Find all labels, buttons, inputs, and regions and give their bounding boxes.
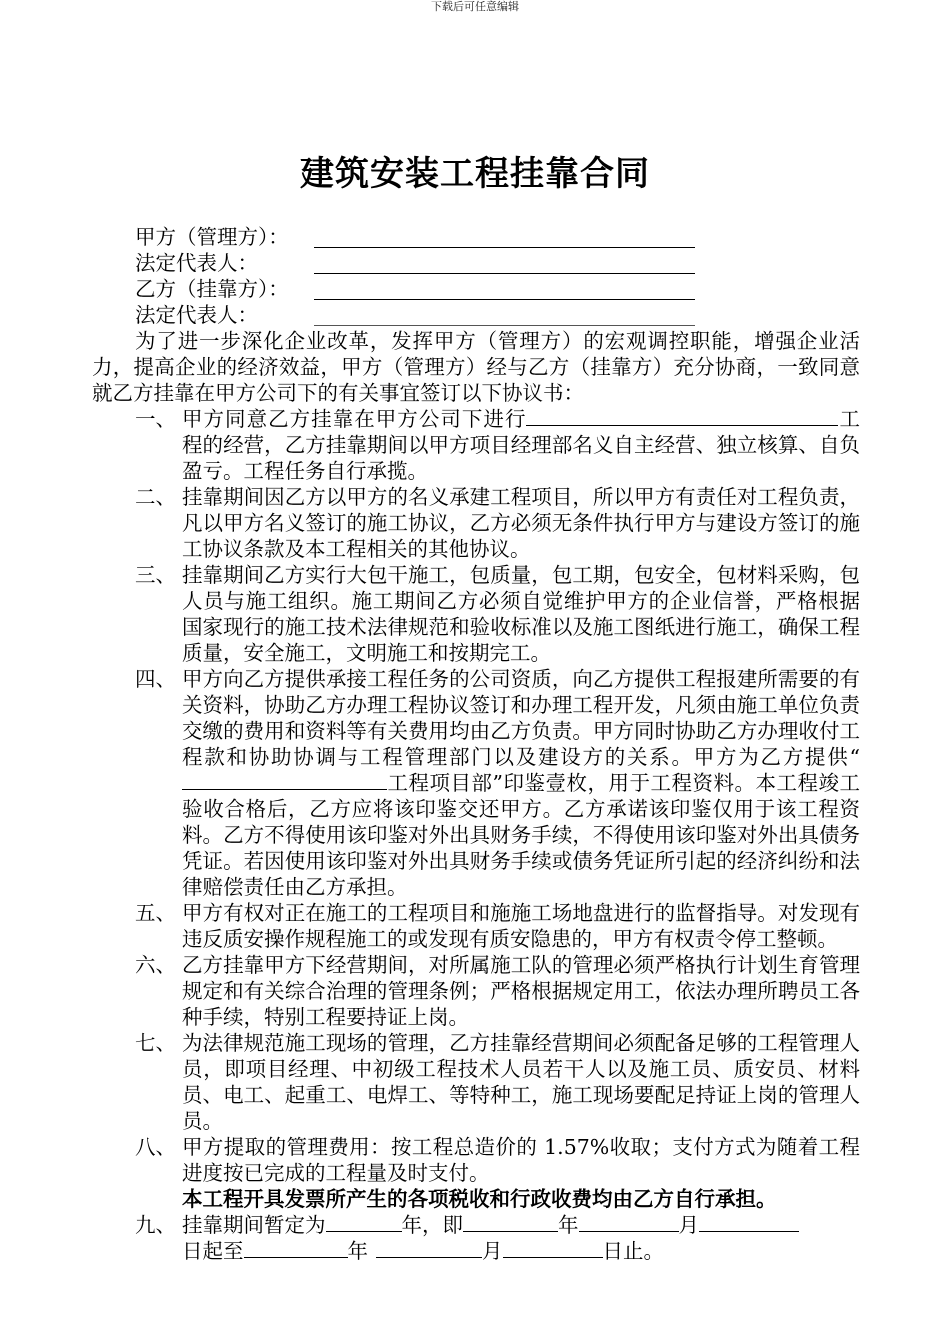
party-a-rep-label: 法定代表人：: [135, 251, 258, 275]
party-a-rep-row: [92, 250, 860, 276]
party-b-label: 乙方（挂靠方）：: [135, 277, 289, 301]
clause-number: 六、: [135, 953, 176, 977]
clause-text: 挂靠期间因乙方以甲方的名义承建工程项目，所以甲方有责任对工程负责，凡以甲方名义签订的施工协议，乙方必须无条件执行甲方与建设方签订的施工协议条款及本工程相关的其他协议。: [182, 485, 860, 561]
tax-statement: 本工程开具发票所产生的各项税收和行政收费均由乙方自行承担。: [182, 1187, 777, 1211]
clause-text: 工程的经营，乙方挂靠期间以甲方项目经理部名义自主经营、独立核算、自负盈亏。工程任务自行承揽。: [182, 407, 861, 483]
end-year-blank: [244, 1239, 348, 1258]
end-month-blank: [376, 1239, 482, 1258]
clause-text: 年: [347, 1239, 368, 1263]
party-a-row: [92, 224, 860, 250]
clause-5: [92, 900, 860, 952]
clause-3: [92, 562, 860, 666]
clause-text: 甲方有权对正在施工的工程项目和施施工场地盘进行的监督指导。对发现有违反质安操作规程施工的或发现有质安隐患的，甲方有权责令停工整顿。: [182, 901, 860, 951]
clause-number: 三、: [135, 563, 176, 587]
end-day-blank: [503, 1239, 603, 1258]
party-b-rep-blank: [314, 325, 695, 326]
clause-text: 挂靠期间暂定为: [182, 1213, 326, 1237]
clause-number: 五、: [135, 901, 176, 925]
clause-text: 日止。: [602, 1239, 664, 1263]
clause-7: [92, 1030, 860, 1134]
clause-text: 月: [678, 1213, 699, 1237]
clause-text: 月: [482, 1239, 503, 1263]
clause-text: 为法律规范施工现场的管理，乙方挂靠经营期间必须配备足够的工程管理人员，即项目经理、中初级工程技术人员若干人以及施工员、质安员、材料员、电工、起重工、电焊工、等特种工，施工现场要配足持证上岗的管理人员。: [182, 1031, 860, 1133]
party-a-blank: [314, 247, 695, 248]
party-b-rep-label: 法定代表人：: [135, 303, 258, 327]
start-day-blank: [699, 1213, 799, 1232]
years-blank: [326, 1213, 402, 1232]
clause-8: [92, 1134, 860, 1186]
clause-number: 二、: [135, 485, 176, 509]
clause-text: 工程项目部”印鉴壹枚，用于工程资料。本工程竣工验收合格后，乙方应将该印鉴交还甲方。乙方承诺该印鉴仅用于该工程资料。乙方不得使用该印鉴对外出具财务手续，不得使用该印鉴对外出具债务凭证。若因使用该印鉴对外出具财务手续或债务凭证所引起的经济纠纷和法律赔偿责任由乙方承担。: [182, 771, 860, 899]
party-a-rep-blank: [314, 273, 695, 274]
page-header-note: 下载后可任意编辑: [431, 0, 519, 13]
clause-text: 乙方挂靠甲方下经营期间，对所属施工队的管理必须严格执行计划生育管理规定和有关综合治理的管理条例；严格根据规定用工，依法办理所聘员工各种手续，特别工程要持证上岗。: [182, 953, 860, 1029]
clause-text: 挂靠期间乙方实行大包干施工，包质量，包工期，包安全，包材料采购，包人员与施工组织。施工期间乙方必须自觉维护甲方的企业信誉，严格根据 国家现行的施工技术法律规范和验收标准以及施工图纸进行施工，确保工程质量，安全施工，文明施工和按期完工。: [182, 563, 860, 665]
clause-number: 四、: [135, 667, 176, 691]
party-a-label: 甲方（管理方）：: [135, 225, 289, 249]
clause-9: [92, 1212, 860, 1264]
clause-text: 年，即: [401, 1213, 463, 1237]
clause-text: 甲方同意乙方挂靠在甲方公司下进行: [182, 407, 527, 431]
clause-4: [92, 666, 860, 900]
party-b-blank: [314, 299, 695, 300]
clause-text: 甲方提取的管理费用：按工程总造价的 1.57%收取；支付方式为随着工程进度按已完成的工程量及时支付。: [182, 1135, 860, 1185]
document-title: 建筑安装工程挂靠合同: [300, 154, 650, 194]
start-year-blank: [463, 1213, 558, 1232]
clause-2: [92, 484, 860, 562]
intro-paragraph: 为了进一步深化企业改革，发挥甲方（管理方）的宏观调控职能，增强企业活力，提高企业的经济效益，甲方（管理方）经与乙方（挂靠方）充分协商，一致同意就乙方挂靠在甲方公司下的有关事宜签订以下协议书：: [92, 329, 860, 405]
clause-text: 年: [558, 1213, 579, 1237]
clause-number: 七、: [135, 1031, 176, 1055]
clause-text: 甲方向乙方提供承接工程任务的公司资质，向乙方提供工程报建所需要的有关资料，协助乙方办理工程协议签订和办理工程开发，凡须由施工单位负责交缴的费用和资料等有关费用均由乙方负责。甲方同时协助乙方办理收付工程款和协助协调与工程管理部门以及建设方的关系。甲方为乙方提供“: [182, 667, 860, 769]
clause-number: 一、: [135, 407, 176, 431]
clause-text: 日起至: [182, 1239, 244, 1263]
project-name-blank: [526, 407, 838, 426]
party-b-rep-row: [92, 302, 860, 328]
clause-number: 九、: [135, 1213, 176, 1237]
clause-1: [92, 406, 860, 484]
contract-body: [92, 224, 860, 1264]
clause-6: [92, 952, 860, 1030]
seal-name-blank: [182, 771, 387, 790]
party-b-row: [92, 276, 860, 302]
start-month-blank: [579, 1213, 679, 1232]
clause-number: 八、: [135, 1135, 176, 1159]
